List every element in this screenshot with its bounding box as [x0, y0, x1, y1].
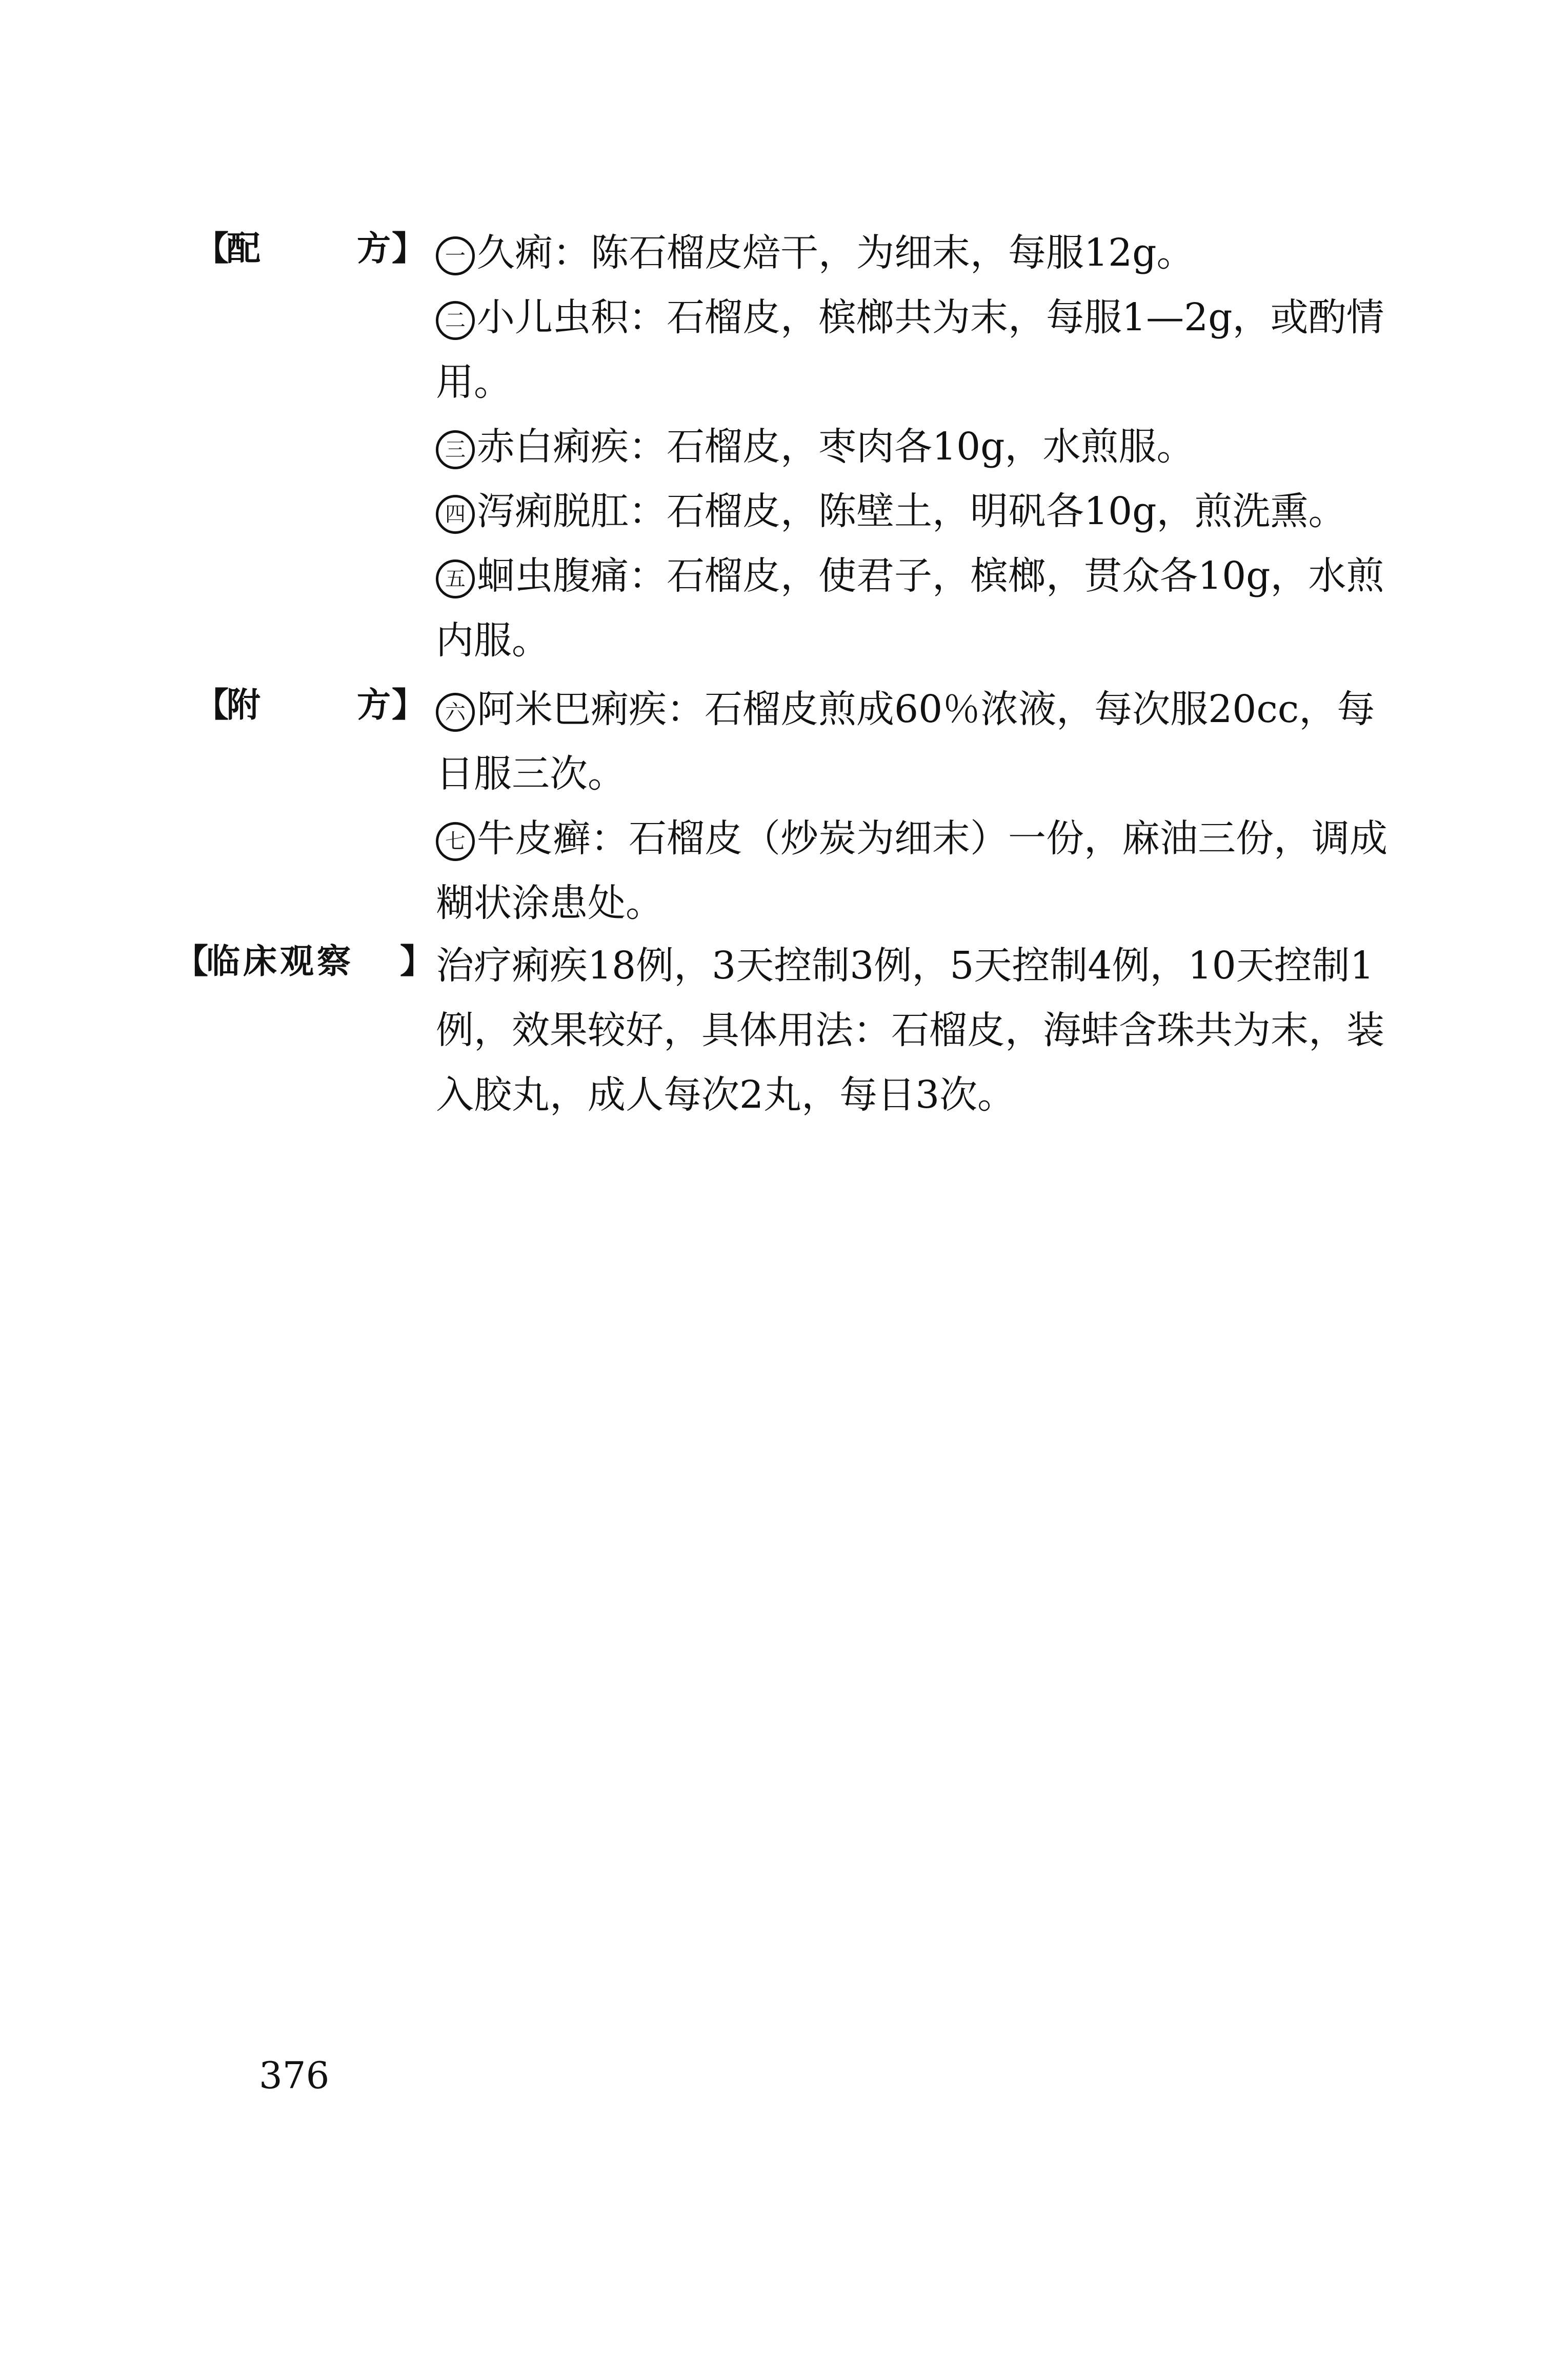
- item-text: 小儿虫积：石榴皮，槟榔共为末，每服1—2g，或酌情用。: [436, 295, 1384, 404]
- item-text: 久痢：陈石榴皮焙干，为细末，每服12g。: [477, 231, 1195, 275]
- list-item: [436, 544, 1405, 673]
- label-char: 方: [357, 229, 391, 268]
- label-bracket-close: 】: [392, 229, 426, 268]
- label-bracket-open: 【: [195, 229, 229, 268]
- formula-list: [436, 221, 1405, 673]
- list-item: [436, 479, 1405, 544]
- supplementary-list: [436, 677, 1405, 935]
- list-item: [436, 806, 1405, 935]
- item-text: 赤白痢疾：石榴皮，枣肉各10g，水煎服。: [477, 425, 1195, 469]
- label-bracket-close: 】: [392, 685, 426, 725]
- label-bracket-open: 【: [174, 942, 208, 981]
- section-label: [195, 221, 431, 277]
- label-char: 配: [227, 229, 260, 268]
- item-text: 泻痢脱肛：石榴皮，陈壁土，明矾各10g，煎洗熏。: [477, 489, 1346, 533]
- circled-number: 五: [436, 559, 475, 598]
- circled-number: 六: [436, 693, 475, 732]
- circled-number: 三: [436, 430, 475, 469]
- list-item: [436, 285, 1405, 414]
- label-text: 临床观察: [206, 942, 354, 981]
- page-number: 376: [259, 2054, 330, 2097]
- item-text: 阿米巴痢疾：石榴皮煎成60％浓液，每次服20cc，每日服三次。: [436, 687, 1375, 796]
- list-item: [436, 414, 1405, 479]
- circled-number: 二: [436, 301, 475, 340]
- label-bracket-open: 【: [195, 685, 229, 725]
- label-bracket-close: 】: [400, 942, 434, 981]
- circled-number: 七: [436, 822, 475, 861]
- section-label: [174, 933, 434, 990]
- item-text: 蛔虫腹痛：石榴皮，使君子，槟榔，贯众各10g，水煎内服。: [436, 554, 1384, 663]
- list-item: [436, 677, 1405, 806]
- paragraph: 治疗痢疾18例，3天控制3例，5天控制4例，10天控制1例，效果较好，具体用法：石榴皮，海蚌含珠共为末，装入胶丸，成人每次2丸，每日3次。: [436, 944, 1384, 1117]
- circled-number: 四: [436, 495, 475, 534]
- label-char: 附: [227, 685, 260, 725]
- item-text: 牛皮癣：石榴皮（炒炭为细末）一份，麻油三份，调成糊状涂患处。: [436, 816, 1388, 925]
- clinical-text-block: [436, 933, 1405, 1127]
- section-label: [195, 677, 431, 733]
- list-item: [436, 221, 1405, 285]
- circled-number: 一: [436, 236, 475, 275]
- label-char: 方: [357, 685, 391, 725]
